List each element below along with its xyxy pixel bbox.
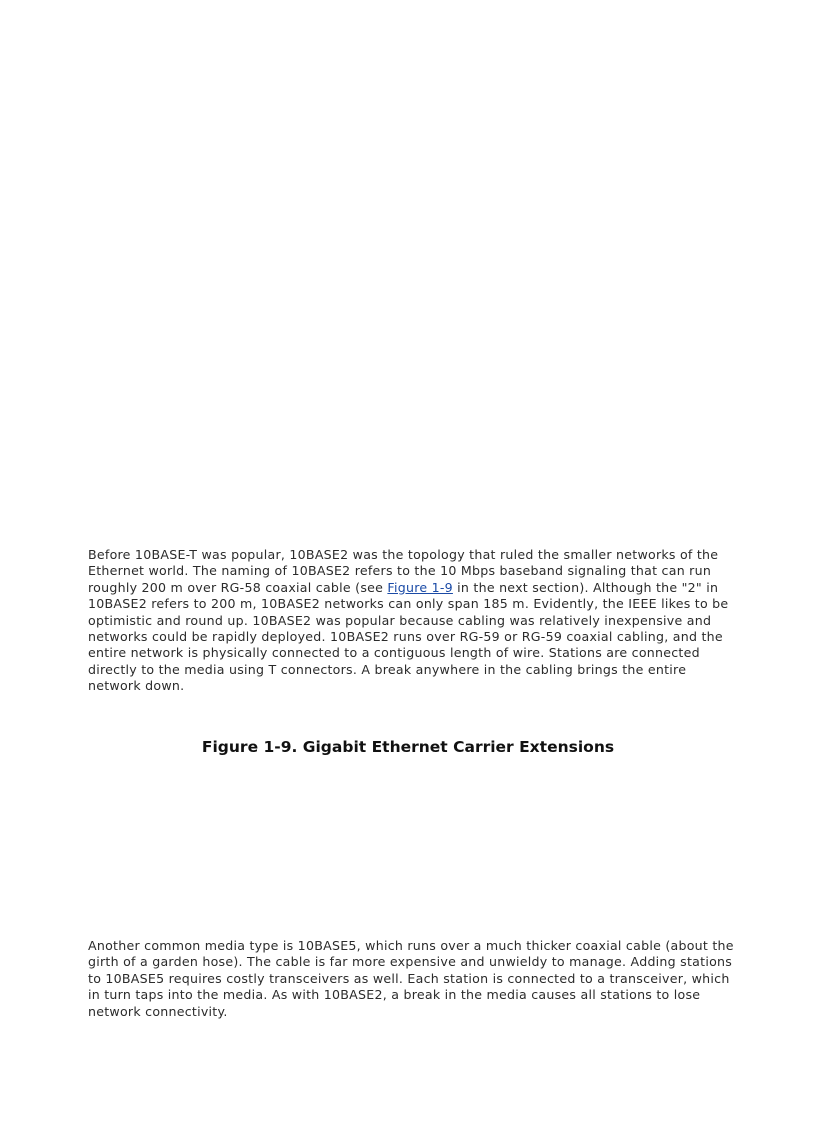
figure-1-9-link[interactable]: Figure 1-9 [387, 579, 453, 595]
paragraph-10base2-text-end: in the next section). Although the "2" in 10BASE2 refers to 200 m, 10BASE2 networks can only span 185 m. Evidently, the IEEE likes to be optimistic and round up. 10BASE2 was popular because cabling was relatively inexpensive and networks could be rapidly deployed. 10BASE2 runs over RG-59 or RG-59 coaxial cabling, and the entire network is physically connected to a contiguous length of wire. Stations are connected directly to the media using T connectors. A break anywhere in the cabling brings the entire network down. [88, 579, 729, 694]
figure-caption: Figure 1-9. Gigabit Ethernet Carrier Extensions [201, 738, 615, 756]
paragraph-10base5: Another common media type is 10BASE5, which runs over a much thicker coaxial cable (about the girth of a garden hose). The cable is far more expensive and unwieldy to manage. Adding stations to 10BASE5 requires costly transceivers as well. Each station is connected to a transceiver, which in turn taps into the media. As with 10BASE2, a break in the media causes all stations to lose network connectivity. [88, 938, 734, 1019]
paragraph-10base2-text-start: Before 10BASE-T was popular, 10BASE2 was the topology that ruled the smaller networks of the Ethernet world. The naming of 10BASE2 refers to the 10 Mbps baseband signaling that can run roughly 200 m over RG-58 coaxial cable (see [88, 547, 719, 595]
paragraph-10base2 [88, 547, 738, 695]
